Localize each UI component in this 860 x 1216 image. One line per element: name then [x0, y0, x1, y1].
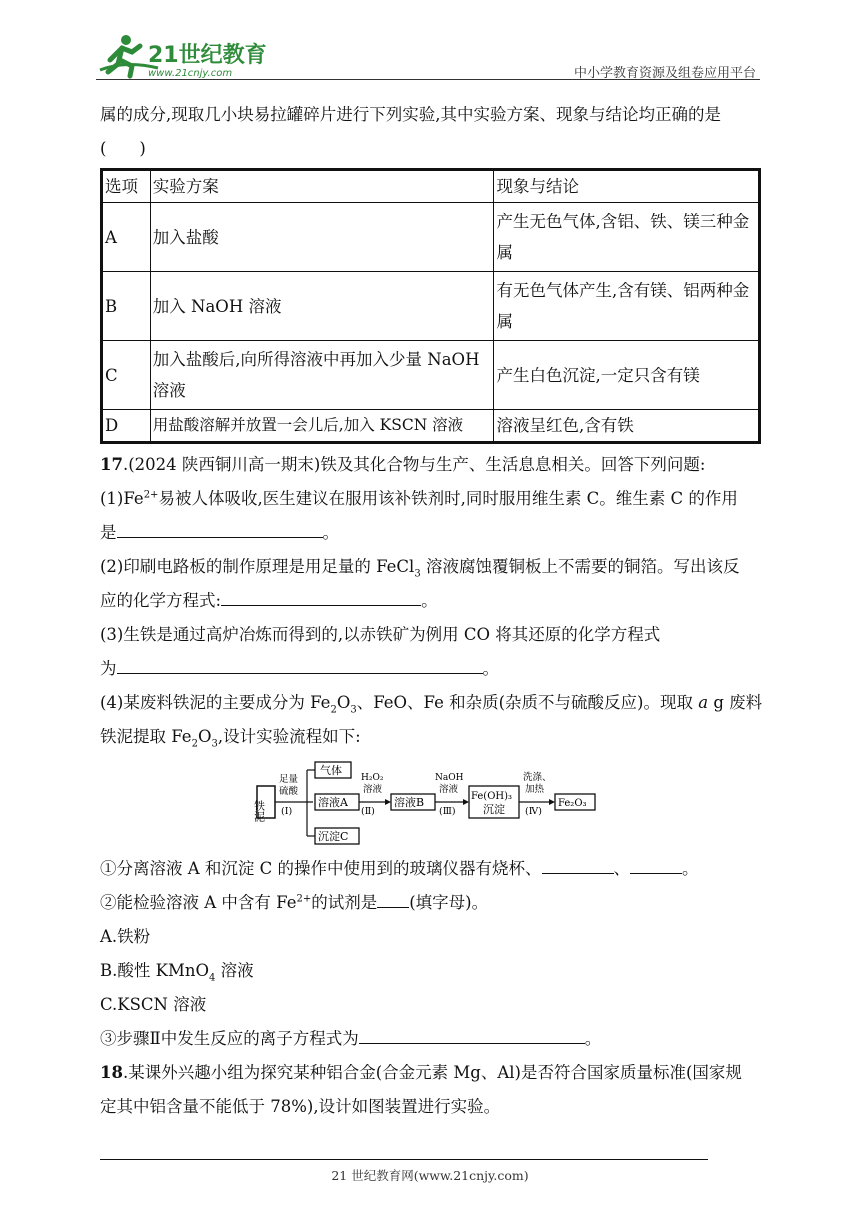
q17-p1-is: 是	[100, 523, 117, 542]
table-row	[102, 341, 760, 410]
choice-b-text2: 溶液	[215, 961, 254, 980]
q17-sub2	[100, 886, 762, 920]
q17-p2-text: (2)印刷电路板的制作原理是用足量的 FeCl	[100, 557, 415, 576]
answer-blank[interactable]	[221, 587, 421, 606]
result-cell: 溶液呈红色,含有铁	[494, 410, 760, 443]
q17-s2-sup: 2+	[296, 893, 312, 905]
flow-step4-num: (Ⅳ)	[525, 806, 542, 817]
question-body	[100, 98, 762, 1124]
flow-step3-mid: 溶液	[439, 784, 459, 795]
q17-p2-sub: 3	[414, 568, 421, 580]
q17-s2-end: (填字母)。	[409, 893, 489, 912]
process-flow-diagram	[100, 758, 762, 846]
q17-part3: (3)生铁是通过高炉冶炼而得到的,以赤铁矿为例用 CO 将其还原的化学方程式	[100, 625, 661, 644]
q17-p4-text: (4)某废料铁泥的主要成分为 Fe	[100, 693, 331, 712]
flow-step2-mid: 溶液	[363, 784, 383, 795]
table-row	[102, 272, 760, 341]
q17-part2	[100, 550, 762, 584]
q17-part4-cont: 铁泥提取 $Fe_2O_3$,设计实验流程如下:	[100, 727, 361, 750]
plan-cell: 加入 NaOH 溶液	[150, 272, 494, 341]
period: 。	[421, 591, 438, 610]
q18-number: 18	[100, 1063, 123, 1082]
q17-p2-text3: 应的化学方程式:	[100, 591, 222, 610]
logo-text: 21世纪教育	[148, 43, 267, 68]
q17-part1	[100, 482, 762, 516]
q17-p4-text5: ,设计实验流程如下:	[217, 727, 361, 746]
choice-b[interactable]	[100, 954, 762, 988]
q17-p4-text3: g 废料	[708, 693, 763, 712]
choice-c[interactable]: C.KSCN 溶液	[100, 995, 207, 1014]
option-cell: A	[102, 203, 151, 272]
flow-step2-top: H₂O₂	[361, 773, 384, 783]
result-cell: 产生无色气体,含铝、铁、镁三种金属	[494, 203, 760, 272]
answer-blank[interactable]	[377, 889, 409, 908]
table-row	[102, 410, 760, 443]
period: 。	[482, 659, 499, 678]
q17-s2-text2: 的试剂是	[311, 893, 378, 912]
q17-p4-o2: O	[197, 727, 212, 746]
flow-step1-num: (Ⅰ)	[281, 806, 293, 817]
footer-divider	[100, 1159, 708, 1160]
period: 。	[584, 1029, 602, 1048]
q17-p1-text: (1)Fe	[100, 489, 144, 508]
flow-solB-label: 溶液B	[394, 796, 425, 809]
q18-text: .某课外兴趣小组为探究某种铝合金(合金元素 Mg、Al)是否符合国家质量标准(国家规	[122, 1063, 742, 1082]
separator: 、	[613, 859, 631, 878]
flow-precC-label: 沉淀C	[318, 830, 349, 843]
page-footer: 21 世纪教育网(www.21cnjy.com)	[331, 1168, 529, 1183]
q17-s2-text: ②能检验溶液 A 中含有 Fe	[100, 893, 297, 912]
q17-part2-cont	[100, 584, 762, 618]
q17-p1-text2: 易被人体吸收,医生建议在服用该补铁剂时,同时服用维生素 C。维生素 C 的作用	[158, 489, 738, 508]
header-platform-text: 中小学教育资源及组卷应用平台	[573, 66, 756, 81]
site-logo	[96, 30, 266, 80]
table-row	[102, 203, 760, 272]
table-header-row	[102, 170, 760, 203]
flow-feoh-label: Fe(OH)₃	[471, 791, 513, 802]
q17-number: 17	[100, 455, 123, 474]
q17-p3-text2: 为	[100, 659, 117, 678]
choice-b-sub: 4	[209, 972, 216, 984]
result-cell: 有无色气体产生,含有镁、铝两种金属	[494, 272, 760, 341]
header-divider	[96, 79, 760, 80]
answer-blank[interactable]	[117, 519, 323, 538]
flow-step1-top: 足量	[279, 774, 299, 785]
flow-start-label: 铁泥	[252, 800, 266, 822]
q17-sub1	[100, 852, 762, 886]
flow-feoh-label2: 沉淀	[483, 803, 505, 816]
q17-p4-a: a	[698, 693, 709, 712]
header-plan: 实验方案	[150, 170, 494, 203]
flow-gas-label: 气体	[320, 764, 342, 777]
flow-step3-num: (Ⅲ)	[439, 806, 456, 817]
q18-line2: 定其中铝含量不能低于 78%),设计如图装置进行实验。	[100, 1097, 501, 1116]
q17-s3-text: ③步骤Ⅱ中发生反应的离子方程式为	[100, 1029, 359, 1048]
q17-sub3	[100, 1022, 762, 1056]
options-table	[100, 168, 761, 444]
q17-stem-text: .(2024 陕西铜川高一期末)铁及其化合物与生产、生活息息相关。回答下列问题:	[122, 455, 706, 474]
logo-url: www.21cnjy.com	[148, 68, 233, 79]
q17-p1-sup: 2+	[143, 489, 159, 501]
option-cell: D	[102, 410, 151, 443]
flow-step2-num: (Ⅱ)	[361, 806, 375, 817]
q17-part1-cont	[100, 516, 762, 550]
runner-logo-icon	[96, 30, 266, 80]
intro-line: 属的成分,现取几小块易拉罐碎片进行下列实验,其中实验方案、现象与结论均正确的是	[100, 105, 721, 124]
answer-blank[interactable]	[117, 655, 483, 674]
plan-cell: 加入盐酸	[150, 203, 494, 272]
flow-solA-label: 溶液A	[318, 796, 348, 809]
q17-p4-o: O	[336, 693, 351, 712]
plan-cell: 加入盐酸后,向所得溶液中再加入少量 NaOH溶液	[150, 341, 494, 410]
page-header	[96, 30, 760, 80]
flow-step1-mid: 硫酸	[279, 786, 299, 797]
result-cell: 产生白色沉淀,一定只含有镁	[494, 341, 760, 410]
q17-s1-text: ①分离溶液 A 和沉淀 C 的操作中使用到的玻璃仪器有烧杯、	[100, 859, 542, 878]
answer-blank[interactable]	[542, 855, 614, 874]
flow-step4-mid: 加热	[525, 784, 545, 795]
flow-svg	[252, 758, 615, 846]
q17-p2-text2: 溶液腐蚀覆铜板上不需要的铜箔。写出该反	[420, 557, 740, 576]
header-option: 选项	[102, 170, 151, 203]
choice-b-text: B.酸性 KMnO	[100, 961, 209, 980]
answer-blank[interactable]	[630, 855, 682, 874]
flow-step4-top: 洗涤、	[523, 772, 552, 783]
q18-line1	[100, 1056, 762, 1090]
flow-product-label: Fe₂O₃	[558, 798, 587, 809]
q17-part4: (4)某废料铁泥的主要成分为 $Fe_2O_3$、FeO、Fe 和杂质(杂质不与硫酸反应)。现取 a g 废料	[100, 693, 763, 716]
q17-p4-text2: 、FeO、Fe 和杂质(杂质不与硫酸反应)。现取	[356, 693, 699, 712]
q17-part3-cont	[100, 652, 762, 686]
option-cell: C	[102, 341, 151, 410]
answer-paren: ( )	[100, 139, 146, 158]
flow-step3-top: NaOH	[435, 773, 464, 783]
answer-blank[interactable]	[359, 1025, 585, 1044]
plan-cell: 用盐酸溶解并放置一会儿后,加入 KSCN 溶液	[150, 410, 494, 443]
header-result: 现象与结论	[494, 170, 760, 203]
period: 。	[322, 523, 339, 542]
q17-p4-text4: 铁泥提取 Fe	[100, 727, 192, 746]
choice-a[interactable]: A.铁粉	[100, 927, 151, 946]
period: 。	[682, 859, 699, 878]
option-cell: B	[102, 272, 151, 341]
q17-stem	[100, 448, 762, 482]
